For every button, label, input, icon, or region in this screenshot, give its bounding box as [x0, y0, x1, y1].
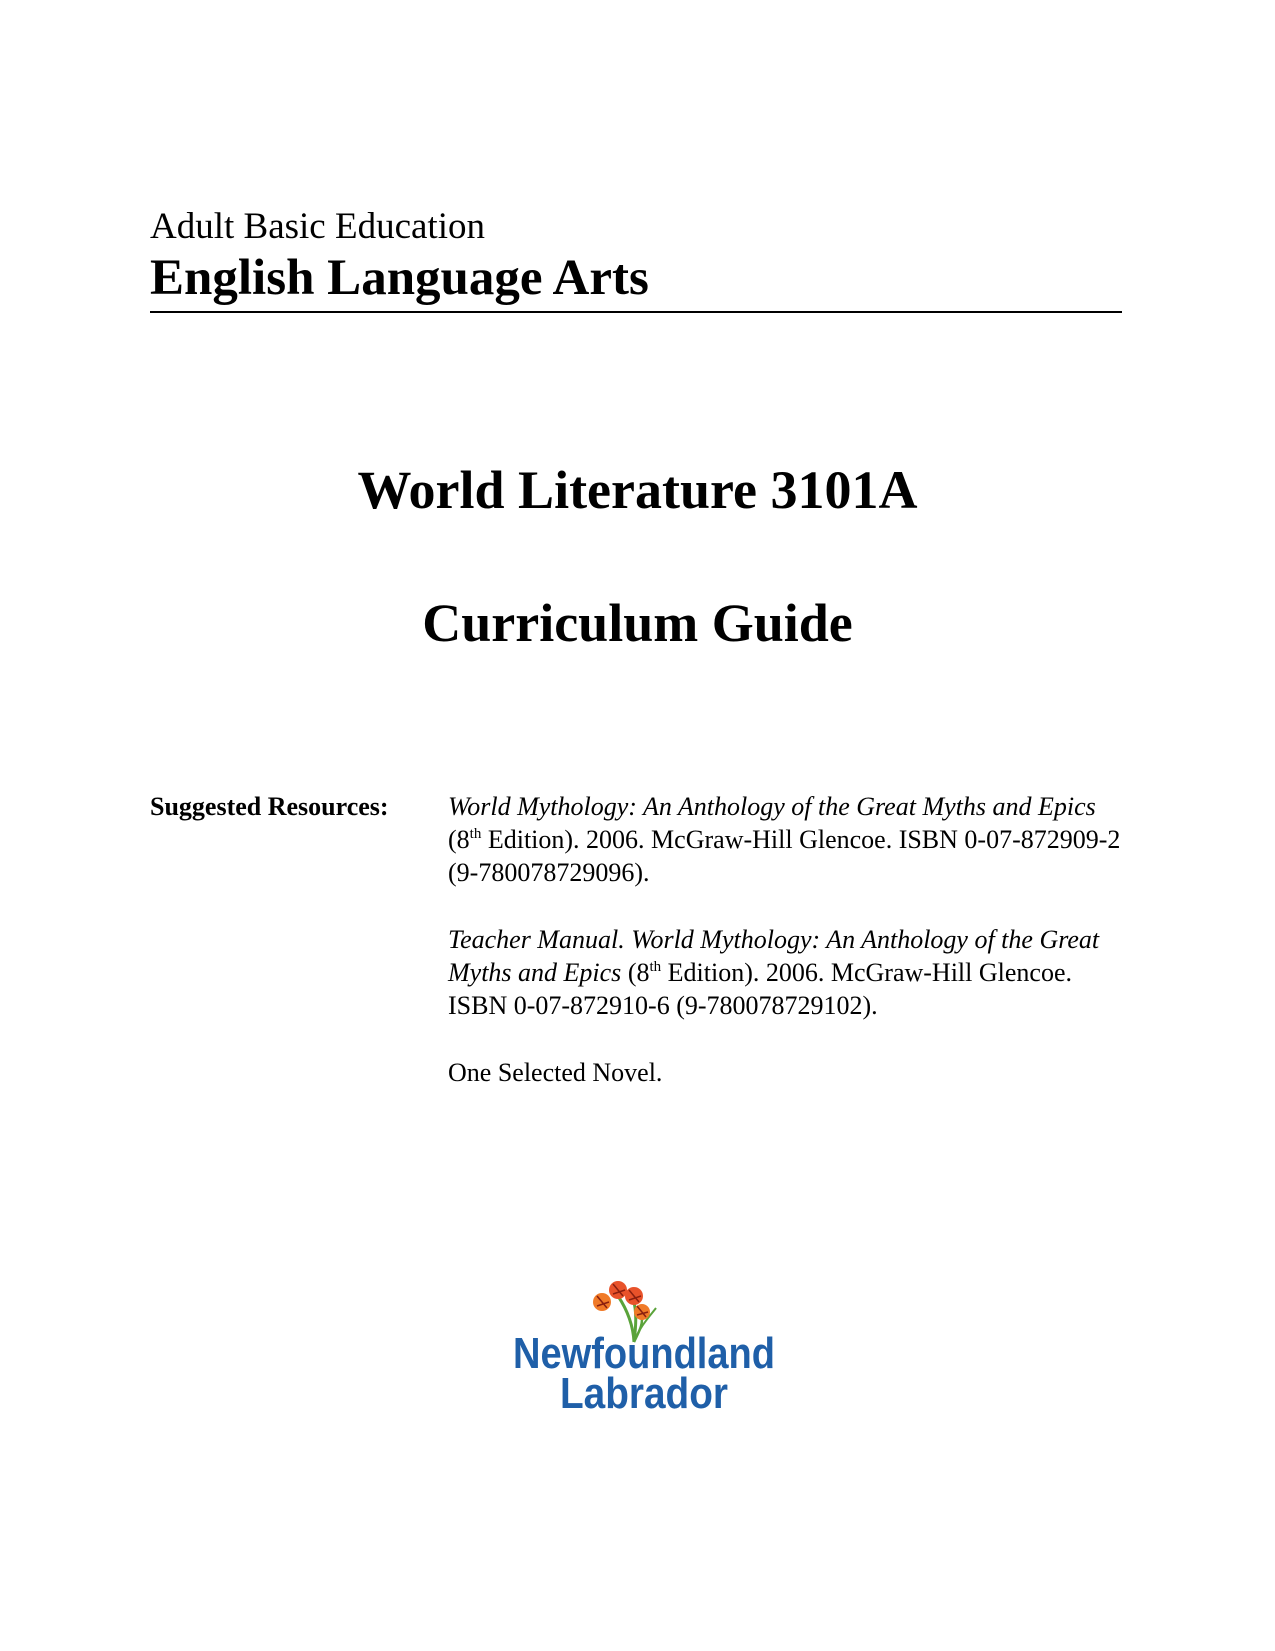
subject-title: English Language Arts [150, 250, 649, 306]
resource-entry-novel: One Selected Novel. [448, 1058, 663, 1087]
document-type-title: Curriculum Guide [422, 593, 853, 653]
newfoundland-labrador-logo [494, 1268, 794, 1418]
resource-title: Teacher Manual. World Mythology: An Anthology of the Great Myths and Epics [448, 925, 1100, 987]
course-title: World Literature 3101A [357, 460, 918, 520]
resource-edition-suffix: th [469, 826, 482, 842]
resource-edition: (8 [621, 958, 650, 987]
suggested-resources-label: Suggested Resources: [150, 792, 389, 821]
resource-entry-textbook [448, 790, 1128, 889]
resources-list [448, 790, 1128, 1123]
resource-details: Edition). 2006. McGraw-Hill Glencoe. ISBN 0-07-872909-2 (9-780078729096). [448, 825, 1121, 887]
document-header [150, 205, 1122, 313]
logo-text-labrador: Labrador [560, 1369, 728, 1418]
resource-title: World Mythology: An Anthology of the Great Myths and Epics [448, 792, 1096, 821]
resource-edition: (8 [448, 825, 470, 854]
program-name: Adult Basic Education [150, 206, 485, 247]
logo-text-newfoundland: Newfoundland [513, 1329, 775, 1378]
resource-edition-suffix: th [649, 959, 662, 975]
header-divider [150, 311, 1122, 313]
resource-entry-teacher-manual [448, 923, 1128, 1022]
resource-details: Edition). 2006. McGraw-Hill Glencoe. ISBN 0-07-872910-6 (9-780078729102). [448, 958, 1073, 1020]
